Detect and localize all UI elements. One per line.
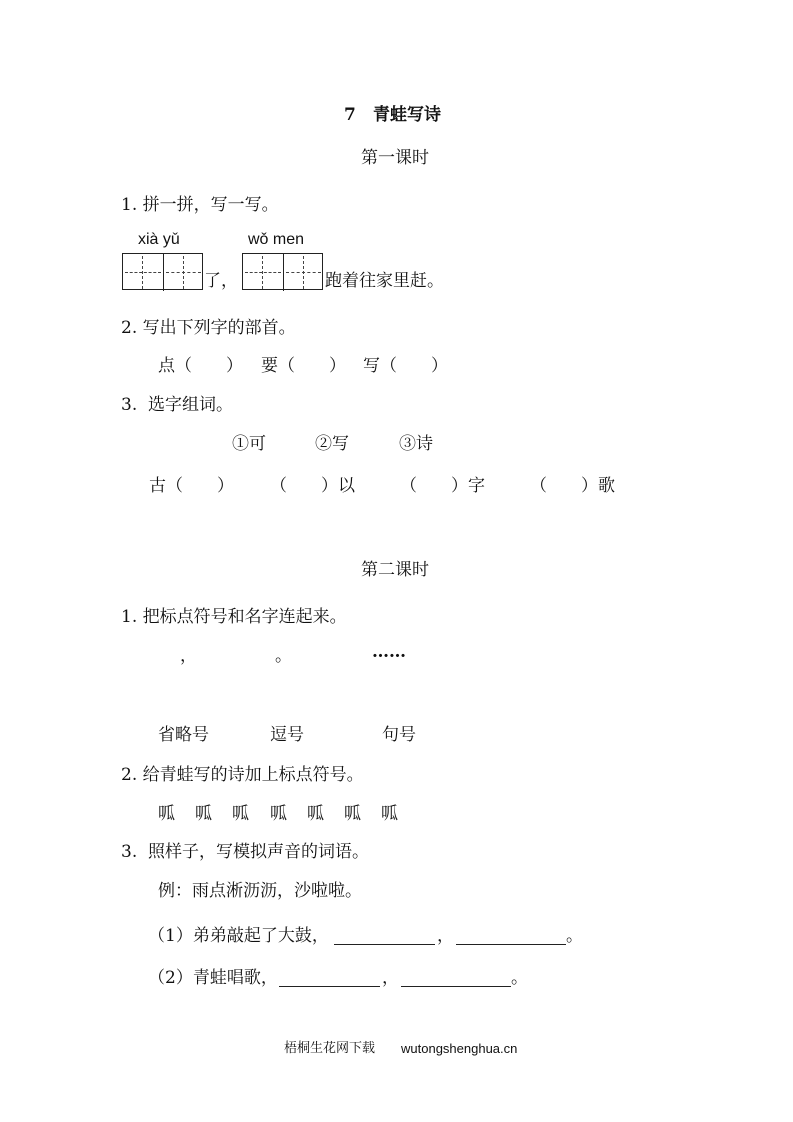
- footer-url[interactable]: wutongshenghua.cn: [401, 1041, 518, 1056]
- gua-word: 呱: [232, 804, 249, 824]
- pinyin-xia-yu: xià yǔ: [138, 231, 180, 248]
- l1-q1-prompt: 1. 拼一拼，写一写。: [121, 195, 279, 215]
- word-blank: （ ）字: [400, 476, 485, 496]
- l1-q1-mid-text: 了，: [204, 271, 238, 291]
- answer-line[interactable]: [334, 944, 435, 945]
- answer-line[interactable]: [401, 986, 511, 987]
- gua-word: 呱: [307, 804, 324, 824]
- word-blank: （ ）歌: [530, 476, 615, 496]
- gua-word: 呱: [195, 804, 212, 824]
- page-title: 青蛙写诗: [373, 105, 441, 125]
- char-option: ③诗: [399, 434, 433, 454]
- title-number: 7: [344, 105, 356, 125]
- item2-comma: ，: [382, 968, 399, 988]
- radical-item: 点（ ）: [158, 356, 243, 376]
- gua-word: 呱: [158, 804, 175, 824]
- symbol-comma: ，: [180, 646, 197, 666]
- footer-source: 梧桐生花网下载: [284, 1041, 376, 1056]
- lesson1-heading: 第一课时: [361, 148, 429, 168]
- l1-q2-prompt: 2. 写出下列字的部首。: [121, 318, 296, 338]
- word-blank: 古（ ）: [149, 476, 234, 496]
- item2-lead: （2）青蛙唱歌，: [148, 968, 278, 988]
- answer-line[interactable]: [456, 944, 566, 945]
- l2-q3-prompt: 3. 照样子，写模拟声音的词语。: [121, 842, 370, 862]
- writing-grid-1[interactable]: [122, 253, 203, 290]
- symbol-ellipsis: ……: [372, 642, 406, 662]
- lesson2-heading: 第二课时: [361, 560, 429, 580]
- example-line: 例：雨点淅沥沥，沙啦啦。: [158, 881, 362, 901]
- word-blank: （ ）以: [270, 476, 355, 496]
- punct-name: 省略号: [158, 725, 209, 745]
- gua-word: 呱: [344, 804, 361, 824]
- pinyin-wo-men: wǒ men: [248, 231, 305, 248]
- punct-name: 句号: [382, 725, 416, 745]
- gua-word: 呱: [381, 804, 398, 824]
- writing-grid-2[interactable]: [242, 253, 323, 290]
- l1-q1-end-text: 跑着往家里赶。: [325, 271, 444, 291]
- l1-q3-prompt: 3. 选字组词。: [121, 395, 234, 415]
- radical-item: 要（ ）: [261, 356, 346, 376]
- item1-comma: ，: [437, 926, 454, 946]
- item1-lead: （1）弟弟敲起了大鼓，: [148, 926, 329, 946]
- item1-end: 。: [566, 926, 583, 946]
- gua-word: 呱: [270, 804, 287, 824]
- l2-q2-prompt: 2. 给青蛙写的诗加上标点符号。: [121, 765, 364, 785]
- answer-line[interactable]: [279, 986, 380, 987]
- punct-name: 逗号: [270, 725, 304, 745]
- l2-q1-prompt: 1. 把标点符号和名字连起来。: [121, 607, 347, 627]
- radical-item: 写（ ）: [363, 356, 448, 376]
- char-option: ②写: [315, 434, 349, 454]
- symbol-period: 。: [275, 646, 292, 666]
- item2-end: 。: [511, 968, 528, 988]
- char-option: ①可: [232, 434, 266, 454]
